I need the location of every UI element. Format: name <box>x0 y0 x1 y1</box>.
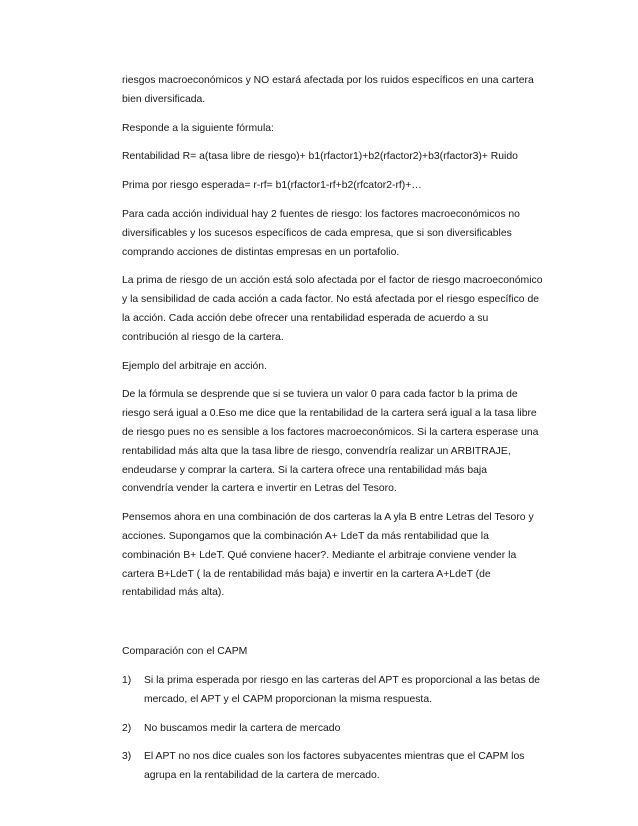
text-line: contribución al riesgo de la cartera. <box>122 331 284 343</box>
list-item <box>122 720 552 739</box>
text-line: y la sensibilidad de cada acción a cada factor. No está afectada por el riesgo específico de <box>122 294 540 306</box>
text-line: combinación B+ LdeT. Qué conviene hacer?. Mediante el arbitraje conviene vender la <box>122 549 517 561</box>
text-line: Ejemplo del arbitraje en acción. <box>122 360 267 372</box>
text-line: De la fórmula se desprende que si se tuviera un valor 0 para cada factor b la prima de <box>122 389 518 401</box>
text-line: riesgos macroeconómicos y NO estará afectada por los ruidos específicos en una cartera <box>122 75 534 86</box>
paragraph-return-formula <box>122 148 552 167</box>
text-line: bien diversificada. <box>122 93 206 105</box>
text-line: acciones. Supongamos que la combinación A+ LdeT da más rentabilidad que la <box>122 530 489 542</box>
list-item-number: 1) <box>122 674 132 686</box>
text-line: mercado, el APT y el CAPM proporcionan la misma respuesta. <box>144 693 432 705</box>
section-title-capm-comparison <box>122 643 552 662</box>
list-item-number: 2) <box>122 722 132 734</box>
text-line: de riesgo pues no es sensible a los factores macroeconómicos. Si la cartera esperase una <box>122 426 539 438</box>
text-line: rentabilidad más alta). <box>122 587 225 599</box>
text-line: Si la prima esperada por riesgo en las carteras del APT es proporcional a las betas de <box>144 674 541 686</box>
text-line: rentabilidad más alta que la tasa libre de riesgo, convendría realizar un ARBITRAJE, <box>122 445 511 457</box>
text-line: Responde a la siguiente fórmula: <box>122 122 274 134</box>
text-line: convendría vender la cartera e invertir en Letras del Tesoro. <box>122 483 397 495</box>
text-line: endeudarse y comprar la cartera. Si la cartera ofrece una rentabilidad más baja <box>122 464 488 476</box>
paragraph-diversified-portfolio <box>122 72 552 110</box>
paragraph-arbitrage-explanation <box>122 386 552 499</box>
list-item <box>122 748 552 786</box>
text-line: agrupa en la rentabilidad de la cartera de mercado. <box>144 770 380 782</box>
section-title: Comparación con el CAPM <box>122 646 248 658</box>
paragraph-risk-premium <box>122 272 552 347</box>
paragraph-risk-premium-formula <box>122 177 552 196</box>
text-line: El APT no nos dice cuales son los factores subyacentes mientras que el CAPM los <box>144 751 525 763</box>
text-line: Prima por riesgo esperada= r-rf= b1(rfactor1-rf+b2(rfcator2-rf)+… <box>122 180 422 192</box>
text-line: La prima de riesgo de un acción está solo afectada por el factor de riesgo macroeconómico <box>122 275 543 287</box>
text-line: comprando acciones de distintas empresas en un portafolio. <box>122 246 400 258</box>
blank-space <box>122 613 552 643</box>
text-line: cartera B+LdeT ( la de rentabilidad más baja) e invertir en la cartera A+LdeT (de <box>122 568 491 580</box>
text-line: riesgo será igual a 0.Eso me dice que la rentabilidad de la cartera será igual a la tasa libre <box>122 408 537 420</box>
text-line: Para cada acción individual hay 2 fuentes de riesgo: los factores macroeconómicos no <box>122 208 520 220</box>
capm-comparison-list <box>122 672 552 786</box>
text-line: No buscamos medir la cartera de mercado <box>144 722 341 734</box>
text-line: diversificables y los sucesos específicos de cada empresa, que si son diversificables <box>122 227 512 239</box>
list-item-number: 3) <box>122 751 132 763</box>
list-item <box>122 672 552 710</box>
document-body <box>122 72 552 796</box>
paragraph-portfolio-combination <box>122 509 552 603</box>
paragraph-formula-intro <box>122 120 552 139</box>
text-line: la acción. Cada acción debe ofrecer una rentabilidad esperada de acuerdo a su <box>122 312 489 324</box>
paragraph-risk-sources <box>122 206 552 262</box>
text-line: Rentabilidad R= a(tasa libre de riesgo)+ b1(rfactor1)+b2(rfactor2)+b3(rfactor3)+ Ruido <box>122 151 518 163</box>
text-line: Pensemos ahora en una combinación de dos carteras la A yla B entre Letras del Tesoro y <box>122 512 534 524</box>
paragraph-arbitrage-example-heading <box>122 358 552 377</box>
